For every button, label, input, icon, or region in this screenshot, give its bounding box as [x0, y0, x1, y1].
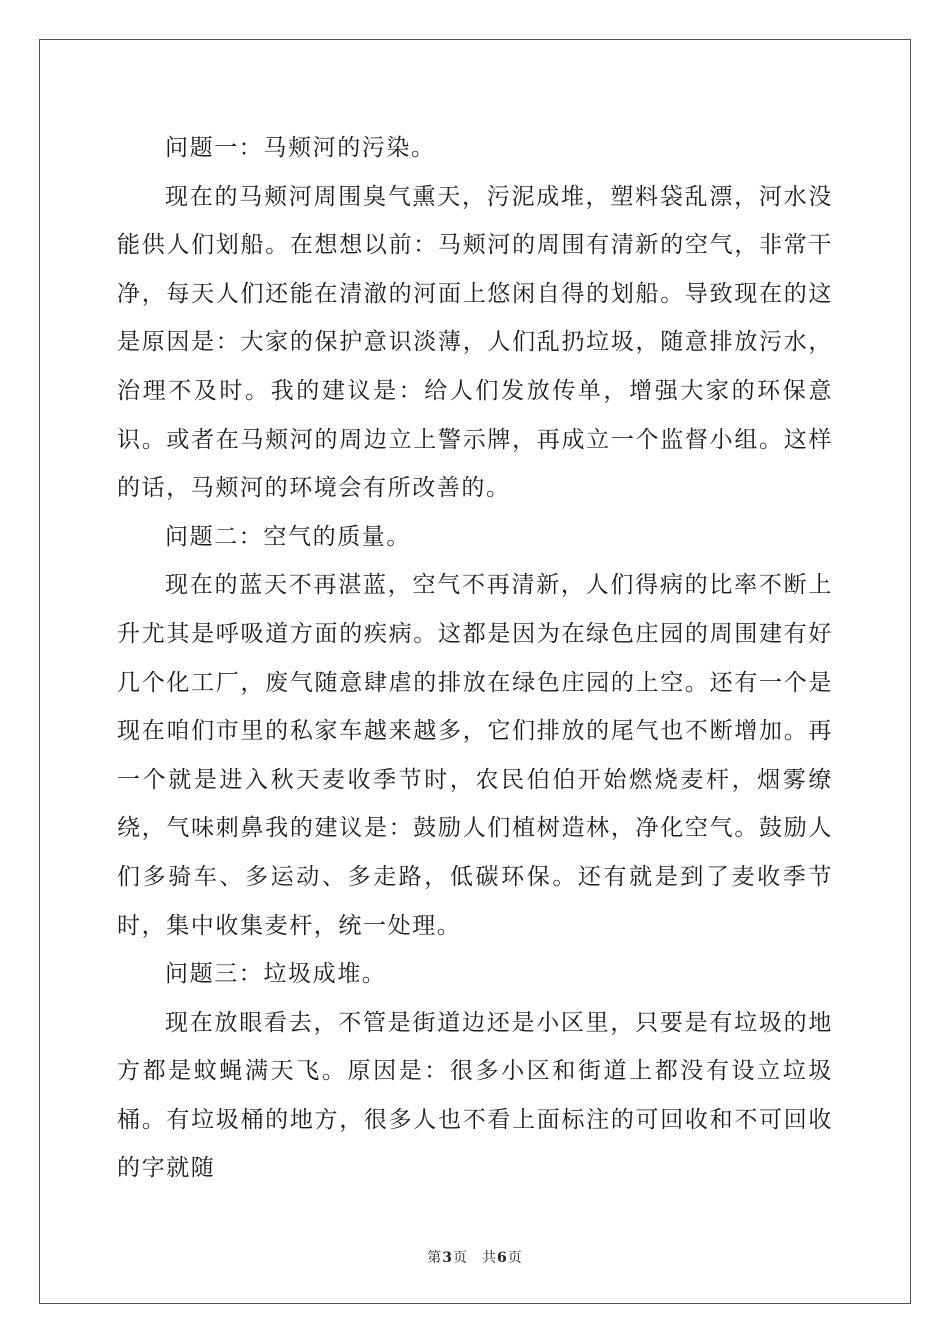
- section-heading-1: 问题一：马颊河的污染。: [165, 135, 436, 161]
- section-paragraph-1: 现在的马颊河周围臭气熏天，污泥成堆，塑料袋乱漂，河水没能供人们划船。在想想以前：马颊河的周围有清新的空气，非常干净，每天人们还能在清澈的河面上悠闲自得的划船。导致现在的这是原因是：大家的保护意识淡薄，人们乱扔垃圾，随意排放污水，治理不及时。我的建议是：给人们发放传单，增强大家的环保意识。或者在马颊河的周边立上警示牌，再成立一个监督小组。这样的话，马颊河的环境会有所改善的。: [117, 183, 833, 502]
- section-heading-3: 问题三：垃圾成堆。: [165, 961, 387, 988]
- section-heading-2: 问题二：空气的质量。: [165, 523, 411, 550]
- document-body: [117, 124, 833, 1193]
- page-number: 第3页: [427, 1250, 468, 1266]
- section-paragraph-3: 现在放眼看去，不管是街道边还是小区里，只要是有垃圾的地方都是蚊蝇满天飞。原因是：很多小区和街道上都没有设立垃圾桶。有垃圾桶的地方，很多人也不看上面标注的可回收和不可回收的字就随: [117, 1009, 833, 1182]
- page-total: 共6页: [482, 1250, 523, 1266]
- section-paragraph-2: 现在的蓝天不再湛蓝，空气不再清新，人们得病的比率不断上升尤其是呼吸道方面的疾病。这都是因为在绿色庄园的周围建有好几个化工厂，废气随意肆虐的排放在绿色庄园的上空。还有一个是现在咱们市里的私家车越来越多，它们排放的尾气也不断增加。再一个就是进入秋天麦收季节时，农民伯伯开始燃烧麦杆，烟雾缭绕，气味刺鼻我的建议是：鼓励人们植树造林，净化空气。鼓励人们多骑车、多运动、多走路，低碳环保。还有就是到了麦收季节时，集中收集麦杆，统一处理。: [117, 572, 833, 939]
- page-footer: [0, 1247, 950, 1267]
